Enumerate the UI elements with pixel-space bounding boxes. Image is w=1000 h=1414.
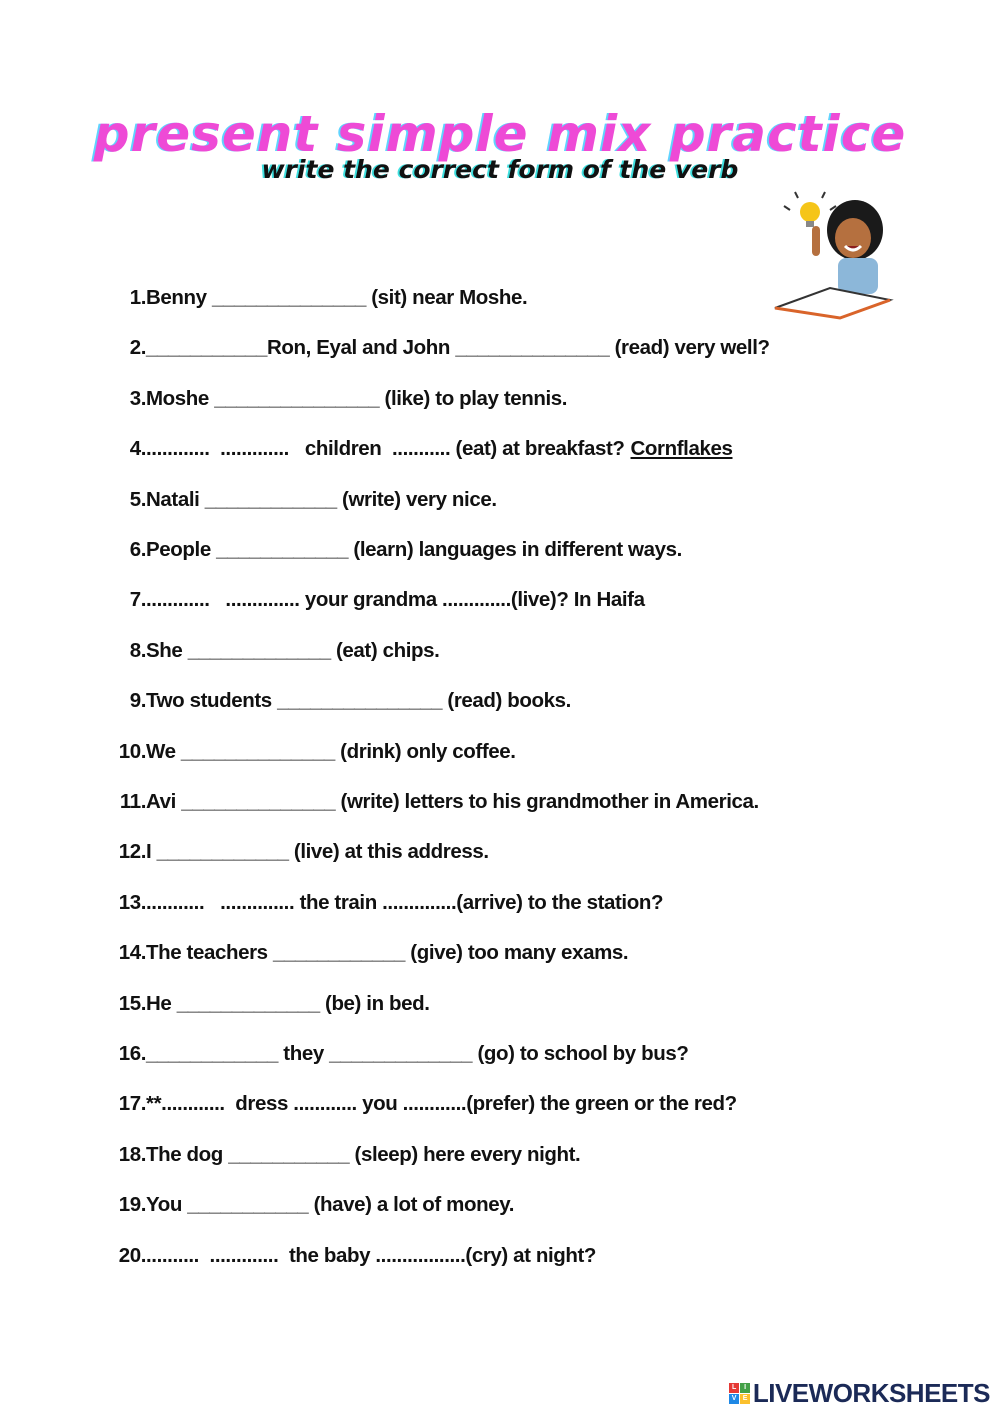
- exercise-item: [0, 286, 527, 316]
- item-number: 3.: [129, 386, 146, 410]
- logo-text: LIVEWORKSHEETS: [752, 1378, 990, 1408]
- item-sentence[interactable]: Avi ______________ (write) letters to his grandmother in America.: [146, 790, 759, 813]
- item-sentence[interactable]: ............ ............. children ........... (eat) at breakfast?: [146, 437, 625, 461]
- worksheet-title: present simple mix practice: [93, 105, 907, 163]
- logo-letter: E: [740, 1394, 750, 1404]
- item-sentence[interactable]: The dog ___________ (sleep) here every night.: [146, 1142, 581, 1166]
- exercise-item: [0, 639, 439, 669]
- exercise-item: [0, 1042, 688, 1072]
- item-sentence[interactable]: I ____________ (live) at this address.: [146, 840, 489, 864]
- item-sentence[interactable]: Two students _______________ (read) books.: [146, 689, 571, 713]
- item-sentence[interactable]: ____________ they _____________ (go) to school by bus?: [146, 1042, 689, 1065]
- item-sentence[interactable]: **............ dress ............ you ............(prefer) the green or the red?: [146, 1092, 737, 1116]
- item-sentence[interactable]: .......... ............. the baby .................(cry) at night?: [146, 1243, 597, 1267]
- item-number: 10.: [118, 739, 146, 763]
- exercise-item: [0, 740, 516, 770]
- item-number: 14.: [118, 941, 146, 965]
- exercise-item: [0, 1143, 580, 1173]
- exercise-item: [0, 840, 489, 870]
- exercise-item: [0, 941, 628, 971]
- item-number: 13.: [118, 890, 146, 914]
- item-number: 9.: [129, 689, 146, 713]
- girl-with-lightbulb-illustration: [770, 190, 900, 320]
- exercise-item: [0, 387, 567, 417]
- exercise-item: [0, 1092, 737, 1122]
- item-number: 5.: [129, 487, 146, 511]
- exercise-item: [0, 336, 770, 366]
- item-answer: Cornflakes: [630, 437, 733, 461]
- logo-letter: V: [729, 1394, 739, 1404]
- exercise-item: [0, 891, 663, 921]
- item-sentence[interactable]: Moshe _______________ (like) to play tennis.: [146, 386, 568, 410]
- item-sentence[interactable]: She _____________ (eat) chips.: [146, 638, 440, 662]
- item-sentence[interactable]: The teachers ____________ (give) too many exams.: [146, 941, 629, 965]
- exercise-item: [0, 488, 497, 518]
- item-number: 16.: [118, 1042, 146, 1065]
- item-sentence[interactable]: We ______________ (drink) only coffee.: [146, 739, 516, 763]
- item-sentence[interactable]: ........... .............. the train ..............(arrive) to the station?: [146, 890, 664, 914]
- exercise-item: [0, 538, 682, 568]
- exercise-item: [0, 1244, 596, 1274]
- worksheet-instructions: write the correct form of the verb: [261, 155, 739, 184]
- item-number: 19.: [118, 1193, 146, 1217]
- logo-letter: I: [740, 1383, 750, 1393]
- exercise-item: [0, 790, 759, 820]
- item-number: 17.: [118, 1092, 146, 1116]
- item-number: 18.: [118, 1142, 146, 1166]
- item-number: 4.: [129, 437, 146, 461]
- item-sentence[interactable]: People ____________ (learn) languages in different ways.: [146, 538, 682, 561]
- item-number: 11.: [119, 790, 146, 813]
- item-number: 20.: [118, 1243, 146, 1267]
- item-sentence[interactable]: Natali ____________ (write) very nice.: [146, 487, 497, 511]
- exercise-item: [0, 992, 430, 1022]
- item-sentence[interactable]: ___________Ron, Eyal and John ______________ (read) very well?: [146, 336, 770, 360]
- item-sentence[interactable]: ............ .............. your grandma .............(live)? In Haifa: [146, 588, 645, 612]
- item-sentence[interactable]: You ___________ (have) a lot of money.: [146, 1193, 515, 1217]
- item-sentence[interactable]: Benny ______________ (sit) near Moshe.: [146, 286, 528, 309]
- item-sentence[interactable]: He _____________ (be) in bed.: [146, 991, 430, 1015]
- exercise-item: [0, 1193, 514, 1223]
- item-number: 15.: [118, 991, 146, 1015]
- item-number: 1.: [129, 286, 146, 309]
- exercise-item: [0, 437, 733, 467]
- logo-mark-icon: [729, 1383, 750, 1404]
- item-number: 7.: [129, 588, 146, 612]
- logo-letter: L: [729, 1383, 739, 1393]
- item-number: 2.: [129, 336, 146, 360]
- item-number: 12.: [118, 840, 146, 864]
- item-number: 8.: [129, 638, 146, 662]
- liveworksheets-logo[interactable]: [729, 1378, 990, 1409]
- exercise-item: [0, 689, 571, 719]
- exercise-item: [0, 588, 645, 618]
- item-number: 6.: [129, 538, 146, 561]
